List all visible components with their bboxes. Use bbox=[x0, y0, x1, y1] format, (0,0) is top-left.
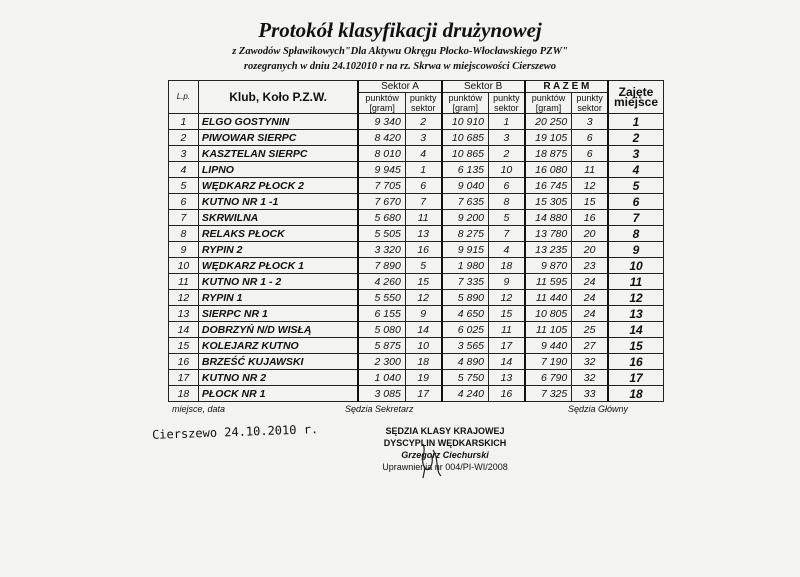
cell-place: 18 bbox=[608, 386, 664, 402]
table-row bbox=[169, 194, 664, 210]
footer-place-date: miejsce, data bbox=[172, 404, 226, 414]
cell-place: 14 bbox=[608, 322, 664, 338]
cell-b-p: 8 bbox=[489, 194, 525, 210]
cell-a-g: 8 010 bbox=[358, 146, 405, 162]
cell-a-g: 8 420 bbox=[358, 130, 405, 146]
cell-b-g: 3 565 bbox=[442, 338, 489, 354]
cell-t-p: 6 bbox=[572, 130, 608, 146]
cell-t-g: 16 080 bbox=[525, 162, 572, 178]
cell-lp: 18 bbox=[169, 386, 199, 402]
cell-b-p: 7 bbox=[489, 226, 525, 242]
footer-secretary: Sędzia Sekretarz bbox=[345, 404, 414, 414]
cell-club: KUTNO NR 1 - 2 bbox=[198, 274, 358, 290]
cell-a-p: 6 bbox=[405, 178, 441, 194]
table-row bbox=[169, 290, 664, 306]
cell-b-g: 6 135 bbox=[442, 162, 489, 178]
cell-a-g: 5 080 bbox=[358, 322, 405, 338]
cell-b-g: 9 040 bbox=[442, 178, 489, 194]
cell-lp: 6 bbox=[169, 194, 199, 210]
cell-place: 8 bbox=[608, 226, 664, 242]
cell-t-g: 15 305 bbox=[525, 194, 572, 210]
cell-place: 1 bbox=[608, 114, 664, 130]
cell-t-g: 11 105 bbox=[525, 322, 572, 338]
cell-place: 7 bbox=[608, 210, 664, 226]
cell-t-g: 9 440 bbox=[525, 338, 572, 354]
cell-place: 15 bbox=[608, 338, 664, 354]
cell-club: WĘDKARZ PŁOCK 2 bbox=[198, 178, 358, 194]
cell-a-g: 5 680 bbox=[358, 210, 405, 226]
cell-place: 13 bbox=[608, 306, 664, 322]
cell-b-p: 11 bbox=[489, 322, 525, 338]
cell-club: RYPIN 2 bbox=[198, 242, 358, 258]
cell-lp: 1 bbox=[169, 114, 199, 130]
cell-lp: 10 bbox=[169, 258, 199, 274]
cell-lp: 7 bbox=[169, 210, 199, 226]
table-row bbox=[169, 162, 664, 178]
cell-t-g: 13 780 bbox=[525, 226, 572, 242]
cell-t-p: 3 bbox=[572, 114, 608, 130]
header-total: R A Z E M bbox=[525, 81, 608, 93]
cell-lp: 9 bbox=[169, 242, 199, 258]
cell-club: KUTNO NR 2 bbox=[198, 370, 358, 386]
cell-a-p: 1 bbox=[405, 162, 441, 178]
cell-t-p: 33 bbox=[572, 386, 608, 402]
table-row bbox=[169, 114, 664, 130]
cell-club: ELGO GOSTYNIN bbox=[198, 114, 358, 130]
cell-a-g: 5 875 bbox=[358, 338, 405, 354]
stamp-name: Grzegorz Ciechurski bbox=[401, 450, 489, 460]
table-row bbox=[169, 386, 664, 402]
footer-chief-judge: Sędzia Główny bbox=[568, 404, 629, 414]
stamp-discipline: DYSCYPLIN WĘDKARSKICH bbox=[383, 438, 507, 448]
cell-a-p: 16 bbox=[405, 242, 441, 258]
cell-b-g: 7 635 bbox=[442, 194, 489, 210]
header-total-grams: punktów [gram] bbox=[525, 93, 572, 114]
cell-t-p: 11 bbox=[572, 162, 608, 178]
cell-club: BRZEŚĆ KUJAWSKI bbox=[198, 354, 358, 370]
cell-b-g: 4 240 bbox=[442, 386, 489, 402]
cell-lp: 8 bbox=[169, 226, 199, 242]
table-row bbox=[169, 354, 664, 370]
cell-club: KUTNO NR 1 -1 bbox=[198, 194, 358, 210]
cell-club: SKRWILNA bbox=[198, 210, 358, 226]
cell-b-g: 10 865 bbox=[442, 146, 489, 162]
signature-icon bbox=[405, 440, 455, 480]
cell-b-g: 6 025 bbox=[442, 322, 489, 338]
cell-b-g: 7 335 bbox=[442, 274, 489, 290]
cell-place: 12 bbox=[608, 290, 664, 306]
cell-a-g: 1 040 bbox=[358, 370, 405, 386]
cell-t-p: 20 bbox=[572, 242, 608, 258]
cell-lp: 13 bbox=[169, 306, 199, 322]
table-row bbox=[169, 258, 664, 274]
cell-t-g: 11 595 bbox=[525, 274, 572, 290]
cell-place: 9 bbox=[608, 242, 664, 258]
cell-a-g: 5 505 bbox=[358, 226, 405, 242]
cell-a-g: 7 890 bbox=[358, 258, 405, 274]
cell-club: PŁOCK NR 1 bbox=[198, 386, 358, 402]
cell-b-g: 4 890 bbox=[442, 354, 489, 370]
header-b-points: punkty sektor bbox=[489, 93, 525, 114]
cell-a-g: 5 550 bbox=[358, 290, 405, 306]
cell-b-p: 2 bbox=[489, 146, 525, 162]
cell-place: 16 bbox=[608, 354, 664, 370]
cell-place: 2 bbox=[608, 130, 664, 146]
cell-b-p: 12 bbox=[489, 290, 525, 306]
cell-a-g: 6 155 bbox=[358, 306, 405, 322]
cell-a-g: 9 340 bbox=[358, 114, 405, 130]
cell-b-g: 5 750 bbox=[442, 370, 489, 386]
cell-b-g: 9 200 bbox=[442, 210, 489, 226]
cell-club: KASZTELAN SIERPC bbox=[198, 146, 358, 162]
cell-a-p: 13 bbox=[405, 226, 441, 242]
cell-t-p: 25 bbox=[572, 322, 608, 338]
cell-b-g: 8 275 bbox=[442, 226, 489, 242]
cell-t-p: 12 bbox=[572, 178, 608, 194]
cell-t-p: 32 bbox=[572, 354, 608, 370]
cell-a-p: 5 bbox=[405, 258, 441, 274]
cell-b-p: 9 bbox=[489, 274, 525, 290]
cell-a-g: 9 945 bbox=[358, 162, 405, 178]
cell-place: 3 bbox=[608, 146, 664, 162]
header-a-grams: punktów [gram] bbox=[358, 93, 405, 114]
cell-t-p: 24 bbox=[572, 306, 608, 322]
cell-t-g: 11 440 bbox=[525, 290, 572, 306]
cell-t-g: 13 235 bbox=[525, 242, 572, 258]
subtitle-event: z Zawodów Spławikowych"Dla Aktywu Okręgu Płocko-Włocławskiego PZW" bbox=[232, 46, 568, 57]
cell-a-g: 4 260 bbox=[358, 274, 405, 290]
cell-t-p: 16 bbox=[572, 210, 608, 226]
cell-place: 10 bbox=[608, 258, 664, 274]
cell-b-p: 5 bbox=[489, 210, 525, 226]
table-row bbox=[169, 322, 664, 338]
cell-club: RELAKS PŁOCK bbox=[198, 226, 358, 242]
cell-b-p: 14 bbox=[489, 354, 525, 370]
cell-t-p: 27 bbox=[572, 338, 608, 354]
header-club: Klub, Koło P.Z.W. bbox=[198, 81, 358, 114]
cell-club: SIERPC NR 1 bbox=[198, 306, 358, 322]
cell-a-p: 10 bbox=[405, 338, 441, 354]
header-lp: L.p. bbox=[169, 81, 199, 114]
cell-b-g: 4 650 bbox=[442, 306, 489, 322]
results-table bbox=[168, 80, 664, 402]
cell-b-g: 9 915 bbox=[442, 242, 489, 258]
cell-b-g: 1 980 bbox=[442, 258, 489, 274]
cell-a-g: 7 670 bbox=[358, 194, 405, 210]
cell-b-p: 6 bbox=[489, 178, 525, 194]
cell-t-g: 7 190 bbox=[525, 354, 572, 370]
cell-lp: 12 bbox=[169, 290, 199, 306]
cell-b-p: 4 bbox=[489, 242, 525, 258]
cell-t-g: 10 805 bbox=[525, 306, 572, 322]
table-row bbox=[169, 130, 664, 146]
cell-lp: 2 bbox=[169, 130, 199, 146]
cell-b-p: 10 bbox=[489, 162, 525, 178]
cell-t-p: 24 bbox=[572, 290, 608, 306]
cell-club: RYPIN 1 bbox=[198, 290, 358, 306]
cell-place: 11 bbox=[608, 274, 664, 290]
table-row bbox=[169, 370, 664, 386]
cell-a-g: 3 085 bbox=[358, 386, 405, 402]
handwritten-place-date: Cierszewo 24.10.2010 r. bbox=[151, 422, 319, 442]
cell-t-p: 6 bbox=[572, 146, 608, 162]
table-row bbox=[169, 210, 664, 226]
cell-t-p: 24 bbox=[572, 274, 608, 290]
cell-t-p: 23 bbox=[572, 258, 608, 274]
cell-club: PIWOWAR SIERPC bbox=[198, 130, 358, 146]
table-row bbox=[169, 306, 664, 322]
cell-a-p: 12 bbox=[405, 290, 441, 306]
cell-a-g: 3 320 bbox=[358, 242, 405, 258]
cell-place: 6 bbox=[608, 194, 664, 210]
cell-t-g: 14 880 bbox=[525, 210, 572, 226]
cell-t-g: 18 875 bbox=[525, 146, 572, 162]
cell-b-g: 5 890 bbox=[442, 290, 489, 306]
header-total-points: punkty sektor bbox=[572, 93, 608, 114]
cell-t-p: 32 bbox=[572, 370, 608, 386]
cell-t-p: 20 bbox=[572, 226, 608, 242]
cell-a-p: 4 bbox=[405, 146, 441, 162]
cell-lp: 15 bbox=[169, 338, 199, 354]
cell-lp: 5 bbox=[169, 178, 199, 194]
document-title: Protokół klasyfikacji drużynowej bbox=[258, 18, 542, 42]
cell-a-g: 2 300 bbox=[358, 354, 405, 370]
cell-t-p: 15 bbox=[572, 194, 608, 210]
subtitle-date-place: rozegranych w dniu 24.102010 r na rz. Skrwa w miejscowości Cierszewo bbox=[243, 61, 557, 72]
cell-club: KOLEJARZ KUTNO bbox=[198, 338, 358, 354]
cell-a-p: 7 bbox=[405, 194, 441, 210]
header-sector-a: Sektor A bbox=[358, 81, 441, 93]
cell-place: 4 bbox=[608, 162, 664, 178]
header-a-points: punkty sektor bbox=[405, 93, 441, 114]
cell-b-p: 3 bbox=[489, 130, 525, 146]
table-row bbox=[169, 146, 664, 162]
cell-a-p: 17 bbox=[405, 386, 441, 402]
cell-lp: 3 bbox=[169, 146, 199, 162]
cell-a-p: 18 bbox=[405, 354, 441, 370]
cell-b-p: 18 bbox=[489, 258, 525, 274]
table-row bbox=[169, 226, 664, 242]
cell-t-g: 20 250 bbox=[525, 114, 572, 130]
cell-b-g: 10 910 bbox=[442, 114, 489, 130]
cell-a-p: 14 bbox=[405, 322, 441, 338]
cell-b-p: 17 bbox=[489, 338, 525, 354]
header-sector-b: Sektor B bbox=[442, 81, 525, 93]
cell-lp: 14 bbox=[169, 322, 199, 338]
cell-club: LIPNO bbox=[198, 162, 358, 178]
stamp-title: SĘDZIA KLASY KRAJOWEJ bbox=[385, 426, 505, 436]
cell-t-g: 7 325 bbox=[525, 386, 572, 402]
cell-t-g: 16 745 bbox=[525, 178, 572, 194]
header-place: Zajęte miejsce bbox=[608, 81, 664, 114]
cell-place: 5 bbox=[608, 178, 664, 194]
cell-b-p: 15 bbox=[489, 306, 525, 322]
cell-a-p: 15 bbox=[405, 274, 441, 290]
cell-place: 17 bbox=[608, 370, 664, 386]
cell-a-g: 7 705 bbox=[358, 178, 405, 194]
table-row bbox=[169, 242, 664, 258]
cell-t-g: 19 105 bbox=[525, 130, 572, 146]
cell-a-p: 9 bbox=[405, 306, 441, 322]
cell-club: DOBRZYŃ N/D WISŁĄ bbox=[198, 322, 358, 338]
cell-lp: 16 bbox=[169, 354, 199, 370]
table-row bbox=[169, 338, 664, 354]
header-b-grams: punktów [gram] bbox=[442, 93, 489, 114]
table-row bbox=[169, 274, 664, 290]
cell-lp: 11 bbox=[169, 274, 199, 290]
cell-b-p: 13 bbox=[489, 370, 525, 386]
cell-a-p: 11 bbox=[405, 210, 441, 226]
stamp-registration: Uprawnienia nr 004/PI-WI/2008 bbox=[382, 462, 508, 472]
table-row bbox=[169, 178, 664, 194]
cell-t-g: 6 790 bbox=[525, 370, 572, 386]
cell-t-g: 9 870 bbox=[525, 258, 572, 274]
cell-lp: 4 bbox=[169, 162, 199, 178]
cell-a-p: 2 bbox=[405, 114, 441, 130]
cell-b-p: 1 bbox=[489, 114, 525, 130]
cell-club: WĘDKARZ PŁOCK 1 bbox=[198, 258, 358, 274]
cell-lp: 17 bbox=[169, 370, 199, 386]
cell-a-p: 19 bbox=[405, 370, 441, 386]
cell-b-g: 10 685 bbox=[442, 130, 489, 146]
cell-b-p: 16 bbox=[489, 386, 525, 402]
cell-a-p: 3 bbox=[405, 130, 441, 146]
